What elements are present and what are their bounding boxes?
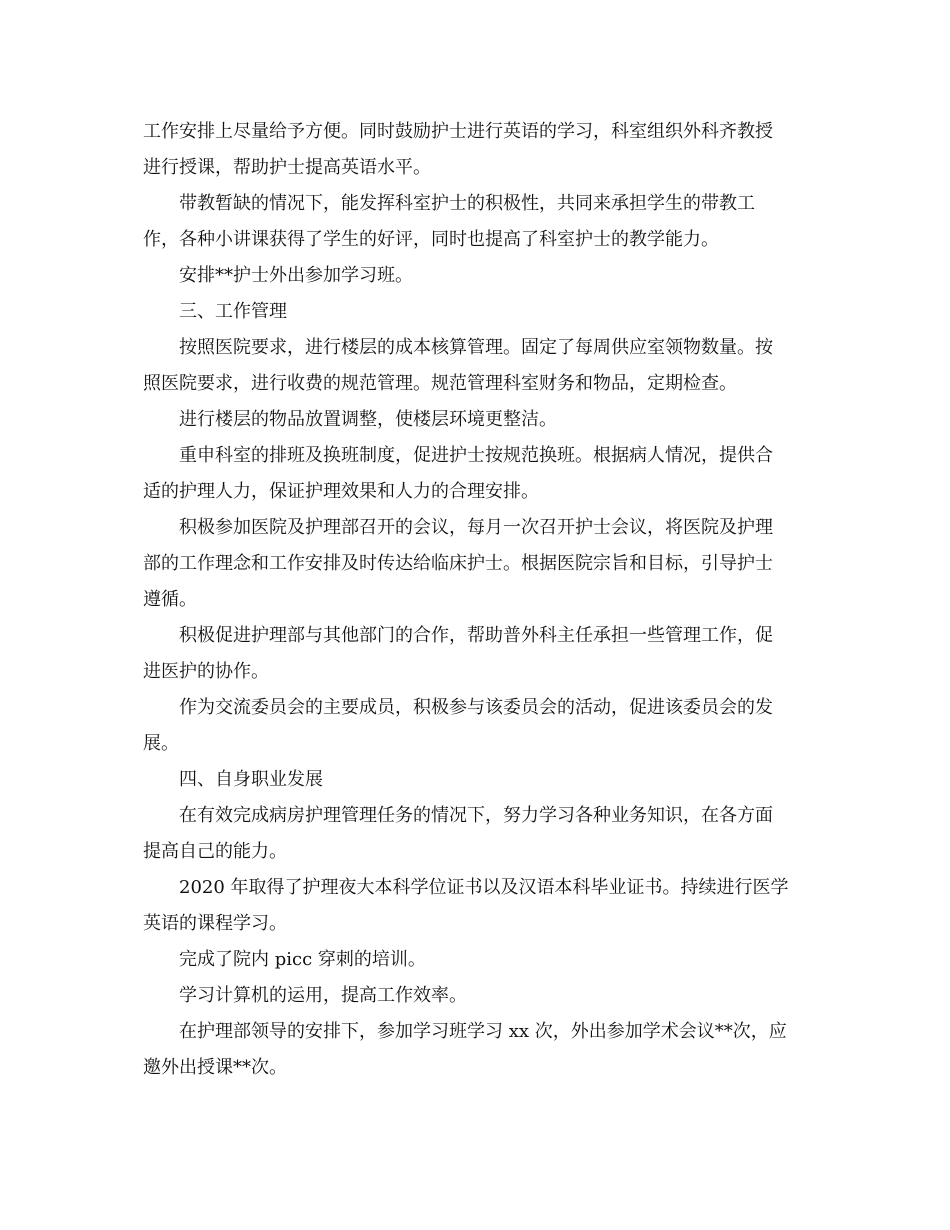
text-line: 积极参加医院及护理部召开的会议，每月一次召开护士会议，将医院及护理 xyxy=(179,517,773,538)
text-line: 重申科室的排班及换班制度，促进护士按规范换班。根据病人情况，提供合 xyxy=(179,445,773,466)
text-line: 三、工作管理 xyxy=(179,301,287,322)
text-line: 安排**护士外出参加学习班。 xyxy=(179,265,413,286)
text-line: 遵循。 xyxy=(143,589,197,610)
text-line: 工作安排上尽量给予方便。同时鼓励护士进行英语的学习，科室组织外科齐教授 xyxy=(143,121,773,142)
text-line: 进行授课，帮助护士提高英语水平。 xyxy=(143,157,431,178)
text-line: 部的工作理念和工作安排及时传达给临床护士。根据医院宗旨和目标，引导护士 xyxy=(143,553,773,574)
document-body xyxy=(143,114,803,1086)
text-line: 完成了院内 picc 穿刺的培训。 xyxy=(179,949,426,970)
text-line: 作为交流委员会的主要成员，积极参与该委员会的活动，促进该委员会的发 xyxy=(179,697,773,718)
text-line: 在护理部领导的安排下，参加学习班学习 xx 次，外出参加学术会议**次，应 xyxy=(179,1021,787,1042)
text-line: 作，各种小讲课获得了学生的好评，同时也提高了科室护士的教学能力。 xyxy=(143,229,719,250)
text-line: 带教暂缺的情况下，能发挥科室护士的积极性，共同来承担学生的带教工 xyxy=(179,193,755,214)
text-line: 2020 年取得了护理夜大本科学位证书以及汉语本科毕业证书。持续进行医学 xyxy=(179,877,789,898)
text-line: 适的护理人力，保证护理效果和人力的合理安排。 xyxy=(143,481,539,502)
text-line: 展。 xyxy=(143,733,179,754)
text-line: 照医院要求，进行收费的规范管理。规范管理科室财务和物品，定期检查。 xyxy=(143,373,737,394)
text-line: 按照医院要求，进行楼层的成本核算管理。固定了每周供应室领物数量。按 xyxy=(179,337,773,358)
text-line: 进行楼层的物品放置调整，使楼层环境更整洁。 xyxy=(179,409,557,430)
text-line: 提高自己的能力。 xyxy=(143,841,287,862)
text-line: 学习计算机的运用，提高工作效率。 xyxy=(179,985,467,1006)
text-line: 四、自身职业发展 xyxy=(179,769,323,790)
text-line: 在有效完成病房护理管理任务的情况下，努力学习各种业务知识，在各方面 xyxy=(179,805,773,826)
text-line: 英语的课程学习。 xyxy=(143,913,287,934)
text-line: 进医护的协作。 xyxy=(143,661,269,682)
text-line: 邀外出授课**次。 xyxy=(143,1057,287,1078)
text-line: 积极促进护理部与其他部门的合作，帮助普外科主任承担一些管理工作，促 xyxy=(179,625,773,646)
